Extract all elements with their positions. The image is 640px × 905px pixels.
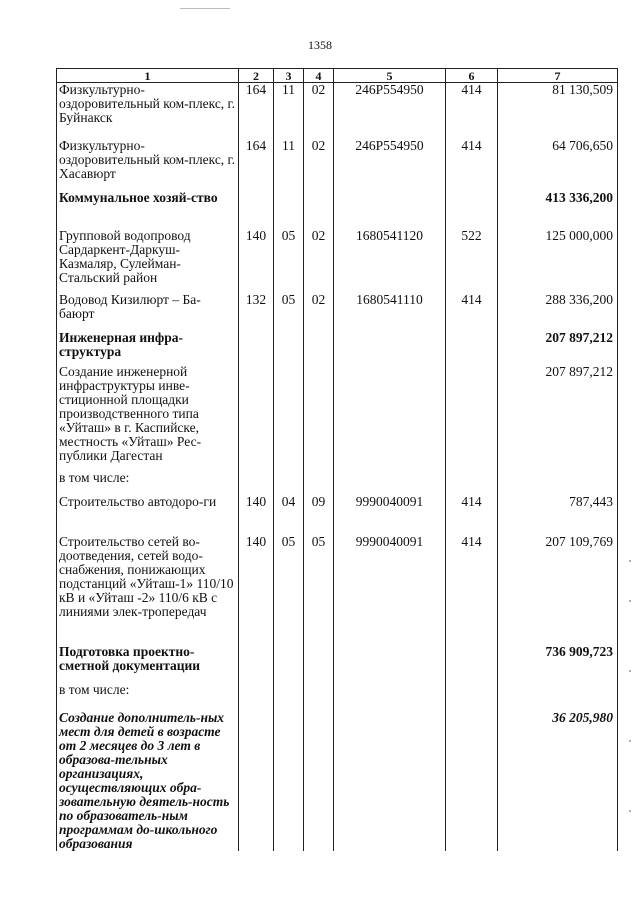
column-header: 7 <box>498 69 618 83</box>
row-target-cell: 246Р554950 <box>334 139 446 191</box>
row-name-cell: Водовод Кизилюрт – Ба-баюрт <box>57 293 239 331</box>
row-expense-type-cell <box>446 711 498 851</box>
table-body <box>57 83 618 851</box>
row-subsection-cell: 02 <box>304 293 334 331</box>
row-expense-type-cell: 414 <box>446 535 498 645</box>
budget-table <box>56 68 618 851</box>
row-subsection-cell <box>304 683 334 711</box>
table-row <box>57 293 618 331</box>
row-code-cell <box>239 331 274 365</box>
row-name-cell: Коммунальное хозяй-ство <box>57 191 239 229</box>
column-header: 6 <box>446 69 498 83</box>
row-section-cell <box>274 645 304 683</box>
row-code-cell <box>239 365 274 471</box>
row-target-cell <box>334 645 446 683</box>
row-section-cell <box>274 365 304 471</box>
table-row <box>57 139 618 191</box>
row-subsection-cell <box>304 471 334 495</box>
header-row <box>57 69 618 83</box>
row-section-cell: 11 <box>274 139 304 191</box>
row-amount-cell: 81 130,509 <box>498 83 618 139</box>
row-amount-cell: 787,443 <box>498 495 618 535</box>
row-amount-cell: 125 000,000 <box>498 229 618 293</box>
row-code-cell: 132 <box>239 293 274 331</box>
column-header: 2 <box>239 69 274 83</box>
row-expense-type-cell: 414 <box>446 495 498 535</box>
row-target-cell: 1680541120 <box>334 229 446 293</box>
row-subsection-cell <box>304 331 334 365</box>
row-amount-cell: 413 336,200 <box>498 191 618 229</box>
row-code-cell <box>239 191 274 229</box>
row-name-cell: Создание инженерной инфраструктуры инве-стиционной площадки производственного типа «Уйташ» в г. Каспийске, местность «Уйташ» Рес-публики Дагестан <box>57 365 239 471</box>
table-row <box>57 535 618 645</box>
row-subsection-cell: 02 <box>304 229 334 293</box>
row-expense-type-cell <box>446 331 498 365</box>
row-section-cell <box>274 331 304 365</box>
row-section-cell: 11 <box>274 83 304 139</box>
row-expense-type-cell: 414 <box>446 83 498 139</box>
row-name-cell: в том числе: <box>57 683 239 711</box>
table-row <box>57 471 618 495</box>
row-amount-cell: 736 909,723 <box>498 645 618 683</box>
table-row <box>57 191 618 229</box>
row-code-cell: 140 <box>239 229 274 293</box>
row-code-cell <box>239 645 274 683</box>
column-header: 1 <box>57 69 239 83</box>
row-amount-cell: 207 109,769 <box>498 535 618 645</box>
row-name-cell: Групповой водопровод Сардаркент-Даркуш-Казмаляр, Сулейман-Стальский район <box>57 229 239 293</box>
row-amount-cell: 64 706,650 <box>498 139 618 191</box>
row-subsection-cell <box>304 645 334 683</box>
row-section-cell: 04 <box>274 495 304 535</box>
row-target-cell: 1680541110 <box>334 293 446 331</box>
row-code-cell <box>239 683 274 711</box>
row-amount-cell <box>498 471 618 495</box>
scan-specks <box>629 560 632 860</box>
row-name-cell: Строительство сетей во-доотведения, сетей водо-снабжения, понижающих подстанций «Уйташ-1» 110/10 кВ и «Уйташ -2» 110/6 кВ с линиями элек-тропередач <box>57 535 239 645</box>
row-target-cell <box>334 711 446 851</box>
column-header: 3 <box>274 69 304 83</box>
row-target-cell <box>334 683 446 711</box>
table-row <box>57 495 618 535</box>
table-row <box>57 229 618 293</box>
row-expense-type-cell: 414 <box>446 139 498 191</box>
row-target-cell <box>334 365 446 471</box>
row-section-cell <box>274 471 304 495</box>
row-code-cell: 164 <box>239 83 274 139</box>
row-name-cell: Физкультурно-оздоровительный ком-плекс, г. Хасавюрт <box>57 139 239 191</box>
table-row <box>57 683 618 711</box>
table-row <box>57 711 618 851</box>
column-header: 4 <box>304 69 334 83</box>
row-expense-type-cell <box>446 471 498 495</box>
row-amount-cell: 288 336,200 <box>498 293 618 331</box>
row-section-cell <box>274 711 304 851</box>
row-expense-type-cell: 414 <box>446 293 498 331</box>
row-expense-type-cell <box>446 191 498 229</box>
row-expense-type-cell <box>446 365 498 471</box>
table-row <box>57 83 618 139</box>
row-subsection-cell <box>304 711 334 851</box>
row-code-cell <box>239 711 274 851</box>
row-name-cell: Инженерная инфра-структура <box>57 331 239 365</box>
row-amount-cell: 207 897,212 <box>498 365 618 471</box>
row-subsection-cell <box>304 365 334 471</box>
column-header: 5 <box>334 69 446 83</box>
row-code-cell: 164 <box>239 139 274 191</box>
row-subsection-cell: 02 <box>304 83 334 139</box>
row-amount-cell <box>498 683 618 711</box>
row-section-cell: 05 <box>274 535 304 645</box>
row-section-cell: 05 <box>274 293 304 331</box>
row-expense-type-cell <box>446 645 498 683</box>
row-target-cell: 9990040091 <box>334 495 446 535</box>
row-amount-cell: 207 897,212 <box>498 331 618 365</box>
row-section-cell: 05 <box>274 229 304 293</box>
scan-artifact-line <box>180 8 230 9</box>
row-target-cell <box>334 471 446 495</box>
row-subsection-cell: 02 <box>304 139 334 191</box>
row-name-cell: Создание дополнитель-ных мест для детей в возрасте от 2 месяцев до 3 лет в образова-тельных организациях, осуществляющих обра-зовательную деятель-ность по образователь-ным программам до-школьного образования <box>57 711 239 851</box>
row-target-cell <box>334 191 446 229</box>
row-subsection-cell: 05 <box>304 535 334 645</box>
row-code-cell: 140 <box>239 495 274 535</box>
row-code-cell: 140 <box>239 535 274 645</box>
row-name-cell: Подготовка проектно-сметной документации <box>57 645 239 683</box>
row-section-cell <box>274 191 304 229</box>
row-amount-cell: 36 205,980 <box>498 711 618 851</box>
row-target-cell: 9990040091 <box>334 535 446 645</box>
row-name-cell: Физкультурно-оздоровительный ком-плекс, г. Буйнакск <box>57 83 239 139</box>
row-name-cell: Строительство автодоро-ги <box>57 495 239 535</box>
page-number: 1358 <box>308 38 332 52</box>
row-subsection-cell <box>304 191 334 229</box>
row-code-cell <box>239 471 274 495</box>
row-subsection-cell: 09 <box>304 495 334 535</box>
row-target-cell <box>334 331 446 365</box>
row-section-cell <box>274 683 304 711</box>
table-row <box>57 645 618 683</box>
row-target-cell: 246Р554950 <box>334 83 446 139</box>
row-expense-type-cell: 522 <box>446 229 498 293</box>
table-row <box>57 331 618 365</box>
row-expense-type-cell <box>446 683 498 711</box>
table-row <box>57 365 618 471</box>
row-name-cell: в том числе: <box>57 471 239 495</box>
